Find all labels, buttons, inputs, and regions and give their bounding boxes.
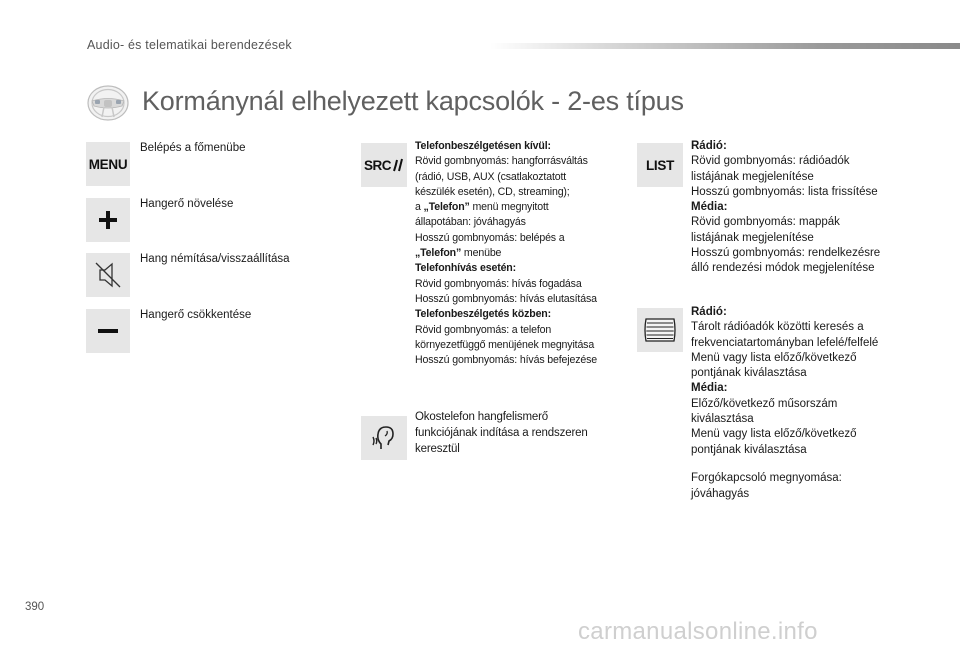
voice-description: Okostelefon hangfelismerő funkciójának indítása a rendszeren keresztül (415, 411, 588, 455)
text-line: pontjának kiválasztása (691, 367, 807, 380)
text-line: környezetfüggő menüjének megnyitása (415, 338, 595, 351)
list-description (691, 139, 906, 277)
steering-wheel-icon (86, 84, 130, 122)
text-line (415, 200, 630, 215)
text-line: Rövid gombnyomás: mappák (691, 216, 840, 229)
text-line: frekvenciatartományban lefelé/felfelé (691, 336, 879, 349)
text-line: Rövid gombnyomás: rádióadók (691, 155, 850, 168)
text-line: Telefonhívás esetén: (415, 262, 517, 275)
text-line: Hosszú gombnyomás: hívás befejezése (415, 354, 598, 367)
text-line: Média: (691, 382, 728, 395)
text-line: (rádió, USB, AUX (csatlakoztatott (415, 170, 567, 183)
text-line: Média: (691, 201, 728, 214)
src-button-icon: SRC (361, 143, 407, 187)
volume-up-icon (86, 198, 130, 242)
volume-down-icon (86, 309, 130, 353)
text-line: kiválasztása (691, 413, 754, 426)
section-header: Audio- és telematikai berendezések (87, 38, 292, 52)
thumbwheel-press-description: Forgókapcsoló megnyomása: jóváhagyás (691, 472, 842, 500)
header-gradient-bar (490, 43, 960, 49)
text-line: Rövid gombnyomás: a telefon (415, 323, 552, 336)
text-line: Menü vagy lista előző/következő (691, 428, 857, 441)
text-line: Hosszú gombnyomás: belépés a (415, 231, 565, 244)
text-line: listájának megjelenítése (691, 231, 814, 244)
list-button-icon: LIST (637, 143, 683, 187)
watermark: carmanualsonline.info (578, 618, 818, 645)
voice-recognition-icon (361, 416, 407, 460)
text-line: Hosszú gombnyomás: lista frissítése (691, 185, 878, 198)
text-line: Rádió: (691, 140, 727, 152)
text-line: Rádió: (691, 306, 727, 318)
mute-description: Hang némítása/visszaállítása (140, 253, 290, 265)
text-line: Előző/következő műsorszám (691, 397, 838, 410)
thumbwheel-icon (637, 308, 683, 352)
mute-icon (86, 253, 130, 297)
text-line: készülék esetén), CD, streaming); (415, 185, 570, 198)
page-number: 390 (25, 601, 45, 613)
text-fragment: a (415, 201, 424, 214)
text-line (415, 246, 630, 261)
text-line: Tárolt rádióadók közötti keresés a (691, 321, 864, 334)
text-line: állapotában: jóváhagyás (415, 216, 526, 229)
text-line: Menü vagy lista előző/következő (691, 351, 857, 364)
page-title: Kormánynál elhelyezett kapcsolók - 2-es típus (142, 86, 684, 116)
text-line: Hosszú gombnyomás: hívás elutasítása (415, 292, 597, 305)
menu-button-icon: MENU (86, 142, 130, 186)
text-line: Telefonbeszélgetésen kívül: (415, 140, 551, 152)
menu-name: „Telefon” (415, 247, 462, 260)
text-fragment: menübe (461, 247, 502, 260)
text-line: pontjának kiválasztása (691, 443, 807, 456)
text-line: álló rendezési módok megjelenítése (691, 262, 875, 275)
text-line: Rövid gombnyomás: hívás fogadása (415, 277, 582, 290)
text-line: listájának megjelenítése (691, 170, 814, 183)
menu-description: Belépés a főmenübe (140, 142, 246, 154)
text-line: Telefonbeszélgetés közben: (415, 308, 552, 321)
text-line: Hosszú gombnyomás: rendelkezésre (691, 247, 881, 260)
menu-name: „Telefon” (423, 201, 470, 214)
volume-up-description: Hangerő növelése (140, 198, 234, 210)
thumbwheel-description (691, 305, 906, 458)
text-fragment: menü megnyitott (469, 201, 549, 214)
text-line: Rövid gombnyomás: hangforrásváltás (415, 155, 588, 168)
src-description (415, 139, 630, 368)
volume-down-description: Hangerő csökkentése (140, 309, 252, 321)
